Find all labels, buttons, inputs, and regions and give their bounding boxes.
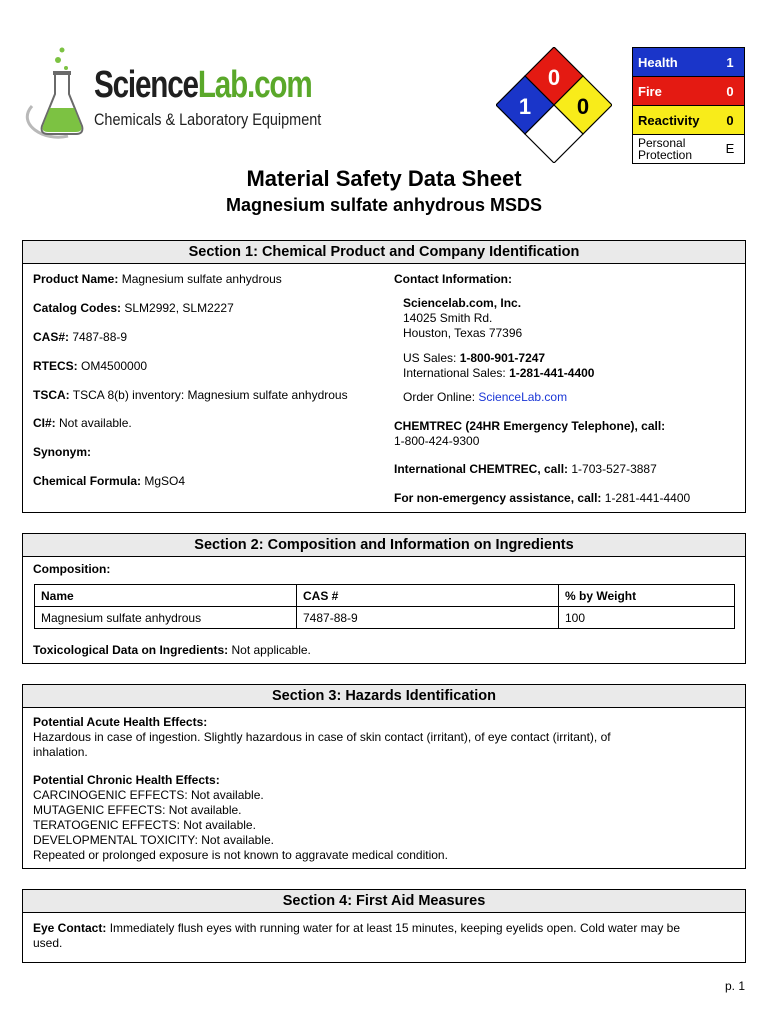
company-name: Sciencelab.com, Inc. [403, 296, 522, 310]
address-line-2: Houston, Texas 77396 [403, 326, 523, 340]
column-header: % by Weight [559, 585, 735, 607]
composition-label: Composition: [33, 562, 111, 576]
non-emergency-assistance: For non-emergency assistance, call: 1-281-441-4400 [394, 491, 691, 505]
chemical-formula: Chemical Formula: MgSO4 [33, 474, 186, 488]
chemtrec-label: CHEMTREC (24HR Emergency Telephone), call: [394, 419, 666, 433]
hmis-reactivity-row: Reactivity 0 [633, 106, 745, 135]
nfpa-fire-value: 0 [547, 65, 561, 90]
list-item: CARCINOGENIC EFFECTS: Not available. [33, 788, 264, 802]
section-2 [22, 533, 746, 664]
section-3-heading: Section 3: Hazards Identification [23, 685, 745, 708]
column-header: Name [35, 585, 297, 607]
product-name: Product Name: Magnesium sulfate anhydrous [33, 272, 282, 286]
synonym: Synonym: [33, 445, 92, 459]
order-online: Order Online: ScienceLab.com [403, 390, 568, 404]
catalog-codes: Catalog Codes: SLM2992, SLM2227 [33, 301, 234, 315]
table-cell: 7487-88-9 [297, 607, 559, 629]
cas-number: CAS#: 7487-88-9 [33, 330, 128, 344]
international-chemtrec: International CHEMTREC, call: 1-703-527-3887 [394, 462, 657, 476]
composition-table [34, 584, 735, 629]
section-2-heading: Section 2: Composition and Information on Ingredients [23, 534, 745, 557]
list-item: MUTAGENIC EFFECTS: Not available. [33, 803, 242, 817]
column-header: CAS # [297, 585, 559, 607]
international-sales: International Sales: 1-281-441-4400 [403, 366, 595, 380]
section-1-heading: Section 1: Chemical Product and Company Identification [23, 241, 745, 264]
table-cell: Magnesium sulfate anhydrous [35, 607, 297, 629]
table-row [35, 607, 735, 629]
hmis-fire-row: Fire 0 [633, 77, 745, 106]
hmis-rating-table [632, 47, 745, 164]
flask-icon [22, 46, 94, 142]
address-line-1: 14025 Smith Rd. [403, 311, 493, 325]
hmis-health-row: Health 1 [633, 48, 745, 77]
section-4 [22, 889, 746, 963]
tsca: TSCA: TSCA 8(b) inventory: Magnesium sulfate anhydrous [33, 388, 348, 402]
list-item: DEVELOPMENTAL TOXICITY: Not available. [33, 833, 274, 847]
acute-health-effects: Potential Acute Health Effects: Hazardous in case of ingestion. Slightly hazardous in case of skin contact (irritant), of eye contact (irritant), of inhalation. [33, 715, 611, 759]
document-title: Material Safety Data Sheet [246, 166, 522, 191]
list-item: Repeated or prolonged exposure is not known to aggravate medical condition. [33, 848, 448, 862]
section-4-heading: Section 4: First Aid Measures [23, 890, 745, 913]
document-subtitle: Magnesium sulfate anhydrous MSDS [225, 195, 543, 215]
rtecs: RTECS: OM4500000 [33, 359, 148, 373]
table-header-row [35, 585, 735, 607]
page-number: p. 1 [724, 979, 745, 993]
table-cell: 100 [559, 607, 735, 629]
eye-contact: Eye Contact: Immediately flush eyes with running water for at least 15 minutes, keeping eyelids open. Cold water may be used. [33, 921, 680, 950]
nfpa-diamond [496, 47, 612, 163]
ci-number: CI#: Not available. [33, 416, 132, 430]
nfpa-health-value: 1 [518, 94, 532, 119]
nfpa-reactivity-value: 0 [576, 94, 590, 119]
chemtrec-phone: 1-800-424-9300 [394, 434, 480, 448]
section-1 [22, 240, 746, 513]
list-item: TERATOGENIC EFFECTS: Not available. [33, 818, 256, 832]
logo-wordmark: ScienceLab.com [94, 64, 312, 106]
toxicological-data: Toxicological Data on Ingredients: Not applicable. [33, 643, 311, 657]
sciencelab-link[interactable]: ScienceLab.com [478, 390, 568, 404]
us-sales: US Sales: 1-800-901-7247 [403, 351, 546, 365]
chronic-health-effects: Potential Chronic Health Effects: CARCINOGENIC EFFECTS: Not available. MUTAGENIC EFFECTS: Not available. TERATOGENIC EFFECTS: Not available. DEVELOPMENTAL TOXICITY: Not available. Repeated or prolonged exposure is not known to aggravate medical condition. [33, 773, 715, 863]
section-3 [22, 684, 746, 869]
sciencelab-logo [22, 46, 322, 142]
logo-tagline: Chemicals & Laboratory Equipment [94, 110, 322, 129]
hmis-protection-row: Personal Protection E [633, 135, 745, 164]
contact-label: Contact Information: [394, 272, 512, 286]
